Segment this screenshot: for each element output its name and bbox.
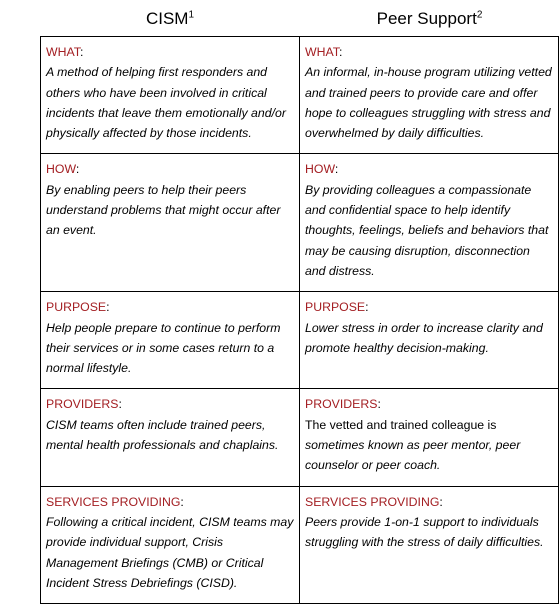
cism-column-header — [40, 6, 300, 32]
cism-services-cell — [41, 486, 300, 603]
row-label: HOW: — [305, 162, 339, 177]
peer-providers-cell — [300, 389, 559, 486]
table-row-purpose — [41, 292, 559, 389]
cism-how-cell — [41, 154, 300, 292]
peer-support-header-title: Peer Support — [376, 9, 477, 28]
table-row-services-providing — [41, 486, 559, 603]
row-label: WHAT: — [305, 45, 343, 59]
peer-support-column-header — [300, 6, 559, 32]
cell-text: Peers provide 1-on-1 support to individuals struggling with the stress of daily difficulties. — [305, 514, 544, 550]
table-row-providers — [41, 389, 559, 486]
row-label: PROVIDERS: — [305, 397, 381, 412]
cism-purpose-cell — [41, 292, 300, 389]
table-row-how — [41, 154, 559, 292]
cell-text: Lower stress in order to increase clarity and promote healthy decision-making. — [305, 320, 543, 355]
cell-text: A method of helping first responders and others who have been involved in critical incidents that leave them emotionally and/or physically affected by those incidents. — [46, 65, 286, 141]
row-label: PURPOSE: — [46, 300, 110, 315]
peer-what-cell — [300, 37, 559, 154]
row-label: PROVIDERS: — [46, 397, 122, 412]
row-label: PURPOSE: — [305, 300, 369, 315]
cism-providers-cell — [41, 389, 300, 486]
cism-what-cell — [41, 37, 300, 154]
peer-how-cell — [300, 154, 559, 292]
cism-header-title: CISM — [145, 9, 189, 28]
row-label: SERVICES PROVIDING: — [305, 494, 443, 509]
row-label: HOW: — [46, 162, 80, 177]
cell-text: Following a critical incident, CISM teams may provide individual support, Crisis Management Briefings (CMB) or Critical Incident Stress Debriefings (CISD). — [46, 514, 294, 590]
table-row-what — [41, 37, 559, 154]
row-label: SERVICES PROVIDING: — [46, 494, 184, 509]
row-label: WHAT: — [46, 45, 84, 59]
peer-support-footnote-marker: 2 — [476, 9, 483, 21]
cism-footnote-marker: 1 — [188, 9, 195, 21]
cell-text: CISM teams often include trained peers, mental health professionals and chaplains. — [46, 417, 279, 453]
peer-purpose-cell — [300, 292, 559, 389]
cell-text: By providing colleagues a compassionate and confidential space to help identify thoughts, feelings, beliefs and behaviors that may be causing disruption, disconnection and distress. — [305, 182, 549, 278]
cell-text-italic: sometimes known as peer mentor, peer counselor or peer coach. — [305, 438, 521, 473]
comparison-table — [40, 36, 559, 604]
cell-text: Help people prepare to continue to perform their services or in some cases return to a normal lifestyle. — [46, 320, 281, 376]
cell-text: An informal, in-house program utilizing vetted and trained peers to provide care and offer hope to colleagues struggling with stress and overwhelmed by daily difficulties. — [305, 65, 552, 141]
cell-text: By enabling peers to help their peers understand problems that might occur after an event. — [46, 182, 281, 238]
cell-text-upright: The vetted and trained colleague is — [305, 417, 497, 432]
cell-text — [305, 415, 553, 476]
peer-services-cell — [300, 486, 559, 603]
